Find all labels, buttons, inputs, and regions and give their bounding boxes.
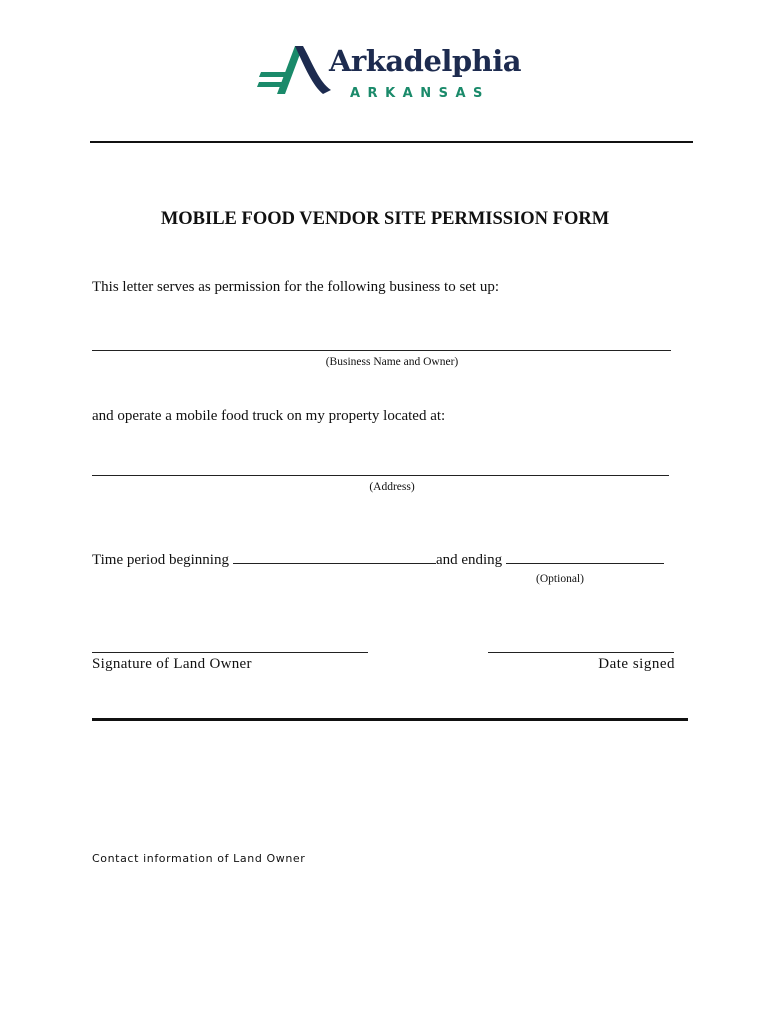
time-begin-label: Time period beginning (92, 552, 229, 568)
time-end-field[interactable] (506, 551, 664, 564)
arkadelphia-a-mark-icon (255, 42, 335, 98)
business-name-field[interactable] (92, 350, 671, 351)
business-name-caption: (Business Name and Owner) (325, 356, 459, 368)
address-caption: (Address) (369, 481, 415, 493)
signature-label: Signature of Land Owner (92, 656, 252, 672)
form-title: MOBILE FOOD VENDOR SITE PERMISSION FORM (160, 209, 610, 229)
date-signed-field[interactable] (488, 652, 674, 653)
intro-text: This letter serves as permission for the following business to set up: (92, 279, 500, 295)
address-field[interactable] (92, 475, 669, 476)
date-signed-label: Date signed (598, 656, 675, 672)
footer-divider (92, 718, 688, 721)
optional-caption: (Optional) (536, 573, 584, 585)
logo-name: Arkadelphia (329, 44, 522, 78)
contact-info-label: Contact information of Land Owner (92, 852, 306, 865)
logo-state: ARKANSAS (350, 86, 490, 101)
time-begin-field[interactable] (233, 551, 436, 564)
header-divider (90, 141, 693, 143)
time-period-row (92, 551, 664, 569)
time-end-label: and ending (435, 552, 503, 568)
location-text: and operate a mobile food truck on my property located at: (92, 408, 446, 424)
city-logo (255, 40, 525, 110)
signature-field[interactable] (92, 652, 368, 653)
